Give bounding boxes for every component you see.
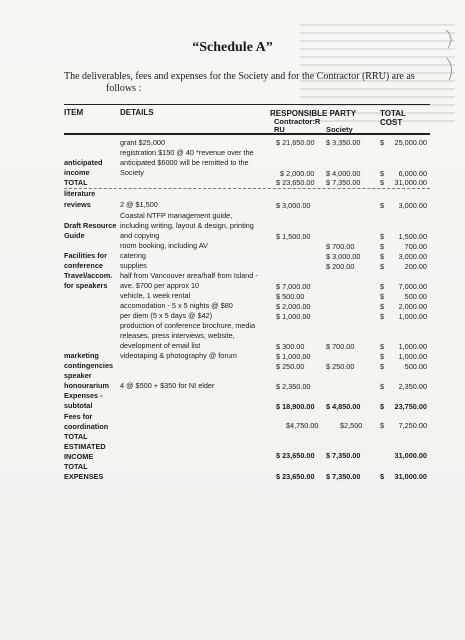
row-speakers-label: for speakers bbox=[64, 281, 108, 290]
row-coordination-contractor: $4,750.00 bbox=[286, 421, 319, 430]
row-marketing-detail-2: releases, press interviews, website, bbox=[120, 331, 235, 340]
row-anticipated-label: anticipated bbox=[64, 158, 103, 167]
row-coordination-total-dollar: $ bbox=[380, 421, 385, 430]
row-honourarium-label: honourarium bbox=[64, 381, 109, 390]
row-grant-detail: grant $25,000 bbox=[120, 138, 166, 147]
row-coordination-total: 7,250.00 bbox=[398, 421, 427, 430]
row-grant-society: $ 3,350.00 bbox=[326, 138, 361, 147]
row-total-income-label-3: INCOME bbox=[64, 452, 94, 461]
row-total-income-label-2: ESTIMATED bbox=[64, 442, 106, 451]
row-total-income-society: $ 7,350.00 bbox=[326, 451, 361, 460]
row-grant-total-dollar: $ bbox=[380, 138, 385, 147]
row-total-income-contractor: $ 23,650.00 bbox=[276, 451, 315, 460]
row-video-detail: videotaping & photography @ forum bbox=[120, 351, 237, 360]
row-vehicle-total: 500.00 bbox=[404, 292, 427, 301]
row-reviews-total-dollar: $ bbox=[380, 201, 385, 210]
col-header-details: DETAILS bbox=[120, 108, 154, 117]
row-contingencies-total: 500.00 bbox=[404, 362, 427, 371]
row-room-detail: room booking, including AV bbox=[120, 241, 208, 250]
row-accommodation-detail: accomodation - 5 x 5 nights @ $80 bbox=[120, 301, 233, 310]
row-anticipated-detail: anticipated $6000 will be remitted to the bbox=[120, 158, 249, 167]
row-coordination-society: $2,500 bbox=[340, 421, 363, 430]
row-coordination-label: coordination bbox=[64, 422, 109, 431]
row-accommodation-total-dollar: $ bbox=[380, 302, 385, 311]
row-reviews-detail: 2 @ $1,500 bbox=[120, 200, 158, 209]
row-guide-detail-3: and copying bbox=[120, 231, 160, 240]
row-catering-total-dollar: $ bbox=[380, 252, 385, 261]
row-total-expenses-total-dollar: $ bbox=[380, 472, 385, 481]
row-income-total: 6,000.00 bbox=[398, 169, 427, 178]
row-total-income-label-1: TOTAL bbox=[64, 432, 88, 441]
row-total-expenses-society: $ 7,350.00 bbox=[326, 472, 361, 481]
row-grant-contractor: $ 21,650.00 bbox=[276, 138, 315, 147]
row-income-society: $ 4,000.00 bbox=[326, 169, 361, 178]
row-guide-contractor: $ 1,500.00 bbox=[276, 232, 311, 241]
row-contingencies-contractor: $ 250.00 bbox=[276, 362, 305, 371]
row-reviews-total: 3,000.00 bbox=[398, 201, 427, 210]
row-marketing-total: 1,000.00 bbox=[398, 342, 427, 351]
row-conference-label: conference bbox=[64, 261, 103, 270]
row-subtotal-label: subtotal bbox=[64, 401, 93, 410]
row-video-total: 1,000.00 bbox=[398, 352, 427, 361]
row-guide-total-dollar: $ bbox=[380, 232, 385, 241]
row-accommodation-total: 2,000.00 bbox=[398, 302, 427, 311]
row-accommodation-contractor: $ 2,000.00 bbox=[276, 302, 311, 311]
row-fees-label: Fees for bbox=[64, 412, 93, 421]
intro-paragraph bbox=[64, 71, 424, 95]
page-title: “Schedule A” bbox=[192, 40, 273, 55]
row-subtotal-total-dollar: $ bbox=[380, 402, 385, 411]
row-grant-total: 25,000.00 bbox=[394, 138, 427, 147]
row-per-diem-detail: per diem (5 x 5 days @ $42) bbox=[120, 311, 213, 320]
row-catering-total: 3,000.00 bbox=[398, 252, 427, 261]
row-per-diem-contractor: $ 1,000.00 bbox=[276, 312, 311, 321]
row-vehicle-detail: vehicle, 1 week rental bbox=[120, 291, 191, 300]
row-travel-contractor: $ 7,000.00 bbox=[276, 282, 311, 291]
row-marketing-detail-3: development of email list bbox=[120, 341, 201, 350]
row-catering-society: $ 3,000.00 bbox=[326, 252, 361, 261]
row-total-label: TOTAL bbox=[64, 178, 88, 187]
row-income-detail: Society bbox=[120, 168, 144, 177]
row-subtotal-society: $ 4,850.00 bbox=[326, 402, 361, 411]
row-vehicle-total-dollar: $ bbox=[380, 292, 385, 301]
row-reviews-label: reviews bbox=[64, 200, 91, 209]
row-travel-total: 7,000.00 bbox=[398, 282, 427, 291]
row-marketing-detail-1: production of conference brochure, media bbox=[120, 321, 256, 330]
col-header-society: Society bbox=[326, 125, 353, 134]
row-video-contractor: $ 1,000.00 bbox=[276, 352, 311, 361]
row-guide-detail-2: including writing, layout & design, printing bbox=[120, 221, 254, 230]
row-income-contractor: $ 2,000.00 bbox=[280, 169, 315, 178]
row-contingencies-total-dollar: $ bbox=[380, 362, 385, 371]
row-honourarium-contractor: $ 2,350.00 bbox=[276, 382, 311, 391]
row-total-total-dollar: $ bbox=[380, 178, 385, 187]
row-supplies-total: 200.00 bbox=[404, 262, 427, 271]
row-travel-label: Travel/accom. bbox=[64, 271, 113, 280]
row-guide-total: 1,500.00 bbox=[398, 232, 427, 241]
row-supplies-society: $ 200.00 bbox=[326, 262, 355, 271]
row-video-total-dollar: $ bbox=[380, 352, 385, 361]
intro-line-1: The deliverables, fees and expenses for the Society and for the Contractor (RRU) are as bbox=[64, 71, 415, 82]
row-honourarium-detail: 4 @ $500 + $350 for NI elder bbox=[120, 381, 215, 390]
row-supplies-detail: supplies bbox=[120, 261, 147, 270]
col-header-total-cost: TOTAL COST bbox=[380, 109, 406, 127]
row-room-total-dollar: $ bbox=[380, 242, 385, 251]
row-travel-detail-2: ave. $700 per approx 10 bbox=[120, 281, 200, 290]
row-guide-label: Guide bbox=[64, 231, 85, 240]
row-marketing-contractor: $ 300.00 bbox=[276, 342, 305, 351]
row-divider bbox=[64, 188, 430, 189]
row-contingencies-society: $ 250.00 bbox=[326, 362, 355, 371]
row-vehicle-contractor: $ 500.00 bbox=[276, 292, 305, 301]
col-header-item: ITEM bbox=[64, 108, 84, 117]
row-registration-detail: registration $150 @ 40 *revenue over the bbox=[120, 148, 254, 157]
row-per-diem-total-dollar: $ bbox=[380, 312, 385, 321]
row-honourarium-total-dollar: $ bbox=[380, 382, 385, 391]
row-expenses-label: Expenses - bbox=[64, 391, 103, 400]
row-literature-label: literature bbox=[64, 189, 96, 198]
table-header bbox=[64, 104, 430, 135]
row-facilities-label: Facilities for bbox=[64, 251, 107, 260]
col-header-contractor: Contractor:R bbox=[274, 117, 321, 126]
row-travel-total-dollar: $ bbox=[380, 282, 385, 291]
row-marketing-society: $ 700.00 bbox=[326, 342, 355, 351]
row-guide-detail-1: Coastal NTFP management guide, bbox=[120, 211, 233, 220]
row-marketing-total-dollar: $ bbox=[380, 342, 385, 351]
row-total-expenses-label-2: EXPENSES bbox=[64, 472, 104, 481]
row-income-total-dollar: $ bbox=[380, 169, 385, 178]
row-reviews-contractor: $ 3,000.00 bbox=[276, 201, 311, 210]
row-speaker-label: speaker bbox=[64, 371, 92, 380]
row-total-expenses-label-1: TOTAL bbox=[64, 462, 88, 471]
row-marketing-label: marketing bbox=[64, 351, 99, 360]
row-draft-resource-label: Draft Resource bbox=[64, 221, 117, 230]
row-total-total: 31,000.00 bbox=[394, 178, 427, 187]
row-total-income-total: 31,000.00 bbox=[394, 451, 427, 460]
row-travel-detail-1: half from Vancouver area/half from Island - bbox=[120, 271, 258, 280]
row-contingencies-label: contingencies bbox=[64, 361, 114, 370]
row-total-expenses-total: 31,000.00 bbox=[394, 472, 427, 481]
row-supplies-total-dollar: $ bbox=[380, 262, 385, 271]
col-header-responsible: RESPONSIBLE PARTY bbox=[270, 109, 357, 118]
col-header-ru: RU bbox=[274, 125, 285, 134]
page-edge-curl-icon bbox=[443, 28, 457, 88]
row-room-society: $ 700.00 bbox=[326, 242, 355, 251]
intro-line-2: follows : bbox=[106, 83, 142, 94]
row-total-contractor: $ 23,650.00 bbox=[276, 178, 315, 187]
row-total-expenses-contractor: $ 23,650.00 bbox=[276, 472, 315, 481]
row-per-diem-total: 1,000.00 bbox=[398, 312, 427, 321]
row-total-society: $ 7,350.00 bbox=[326, 178, 361, 187]
row-subtotal-contractor: $ 18,900.00 bbox=[276, 402, 315, 411]
row-room-total: 700.00 bbox=[404, 242, 427, 251]
row-honourarium-total: 2,350.00 bbox=[398, 382, 427, 391]
row-income-label: income bbox=[64, 168, 90, 177]
row-subtotal-total: 23,750.00 bbox=[394, 402, 427, 411]
row-catering-detail: catering bbox=[120, 251, 146, 260]
